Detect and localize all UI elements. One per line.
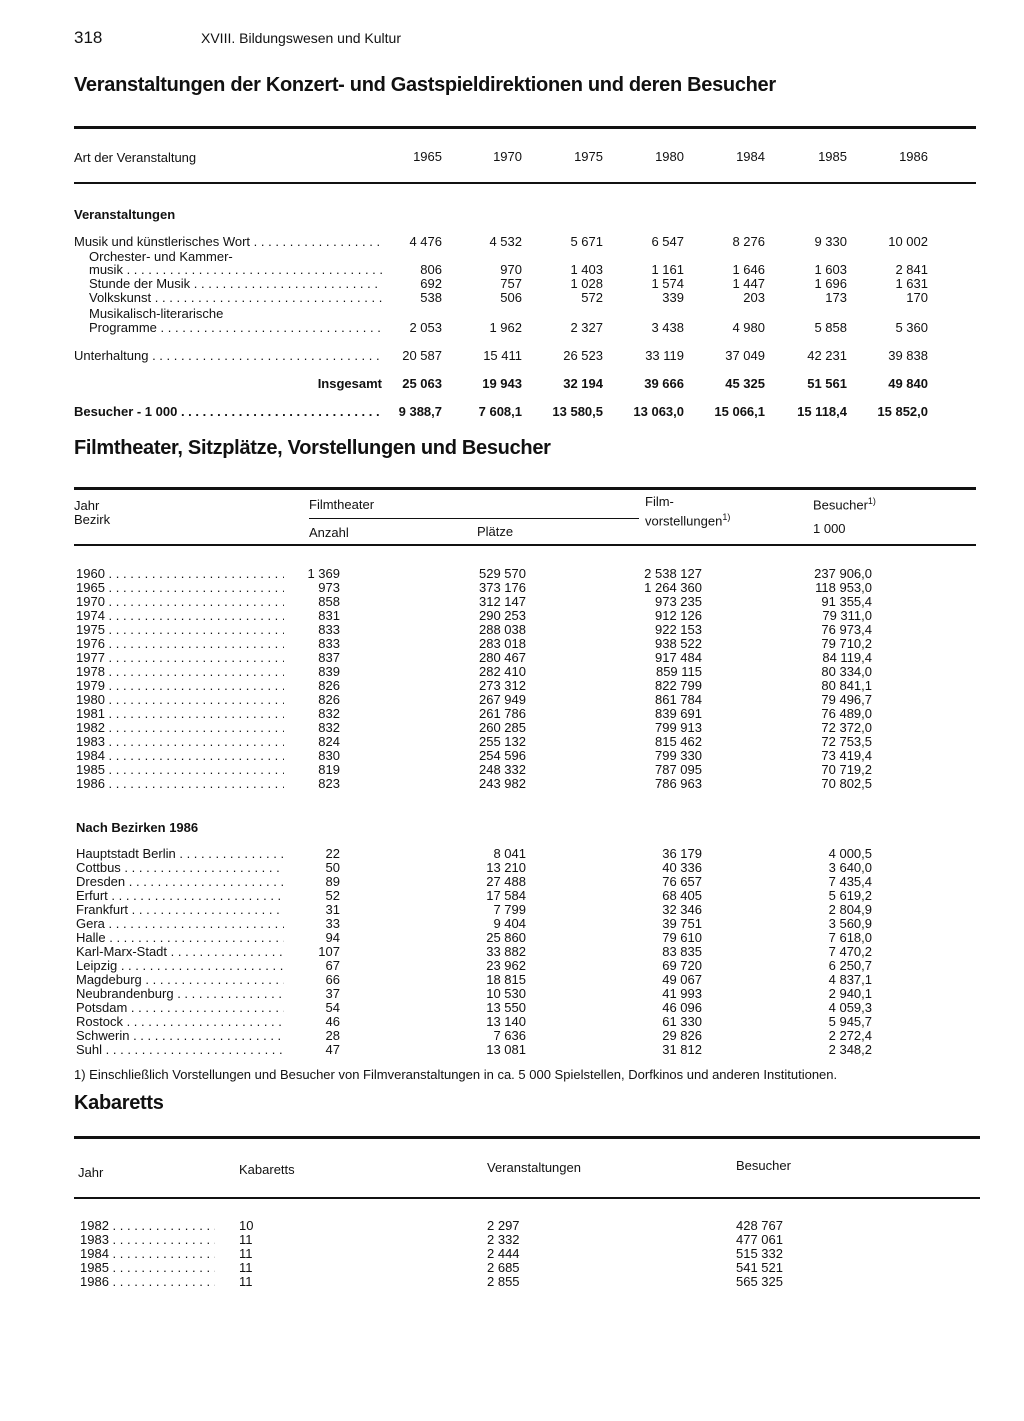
row-label: 1985 . . . <box>80 1261 215 1275</box>
table-cell: 2 444 <box>487 1246 520 1261</box>
table-cell: 11 <box>239 1232 253 1247</box>
table-cell: 15 066,1 <box>714 404 765 419</box>
table-cell: 39 666 <box>644 376 684 391</box>
table-cell: 2 841 <box>895 262 928 277</box>
table-cell: 261 786 <box>479 706 526 721</box>
table-cell: 859 115 <box>655 664 702 679</box>
table-cell: 37 049 <box>725 348 765 363</box>
table-cell: 4 000,5 <box>828 846 872 861</box>
table-cell: 10 002 <box>888 234 928 249</box>
table-cell: 40 336 <box>662 860 702 875</box>
table-cell: 13 140 <box>486 1014 526 1029</box>
row-label: Unterhaltung . . . <box>74 349 382 363</box>
row-label: 1974 . . . <box>76 609 284 623</box>
table-cell: 4 837,1 <box>828 972 872 987</box>
table-cell: 118 953,0 <box>815 580 872 595</box>
table-cell: 33 <box>325 916 340 931</box>
table-cell: 76 973,4 <box>821 622 872 637</box>
table-cell: 70 719,2 <box>821 762 872 777</box>
table3-title: Kabaretts <box>74 1092 164 1114</box>
table-cell: 826 <box>318 692 340 707</box>
table1-title: Veranstaltungen der Konzert- und Gastspieldirektionen und deren Besucher <box>74 74 776 96</box>
table-cell: 11 <box>239 1260 253 1275</box>
table-cell: 52 <box>325 888 340 903</box>
table-cell: 912 126 <box>655 608 702 623</box>
table-cell: 84 119,4 <box>822 650 872 665</box>
table2-header-jahr: Jahr <box>74 498 100 513</box>
row-label: musik . . . <box>89 263 382 277</box>
table-cell: 23 962 <box>486 958 526 973</box>
table2-footnote: 1) Einschließlich Vorstellungen und Besucher von Filmveranstaltungen in ca. 5 000 Spielstellen, Dorfkinos und anderen Institutionen. <box>74 1067 838 1082</box>
table-cell: 45 325 <box>725 376 765 391</box>
table-cell: 32 346 <box>662 902 702 917</box>
table-cell: 799 330 <box>655 748 702 763</box>
table-cell: 79 610 <box>662 930 702 945</box>
table-cell: 107 <box>318 944 340 959</box>
table-cell: 819 <box>318 762 340 777</box>
table-cell: 4 059,3 <box>828 1000 872 1015</box>
table-cell: 799 913 <box>655 720 702 735</box>
table3-header-besucher: Besucher <box>736 1158 791 1173</box>
table-cell: 3 438 <box>651 320 684 335</box>
row-label: 1965 . . . <box>76 581 284 595</box>
table2-header-besucher <box>813 494 876 512</box>
row-label: 1960 . . . <box>76 567 284 581</box>
table-cell: 5 671 <box>570 234 603 249</box>
table-cell: 72 372,0 <box>821 720 872 735</box>
table-cell: 1 161 <box>651 262 684 277</box>
table-cell: 20 587 <box>402 348 442 363</box>
row-label: Gera . . . <box>76 917 284 931</box>
year-header: 1980 <box>655 149 684 164</box>
table-cell: 3 560,9 <box>828 916 872 931</box>
table1-top-rule <box>74 126 976 129</box>
table-cell: 861 784 <box>655 692 702 707</box>
table-cell: 8 276 <box>732 234 765 249</box>
table-cell: 26 523 <box>563 348 603 363</box>
table-cell: 1 631 <box>895 276 928 291</box>
table-cell: 806 <box>420 262 442 277</box>
table-cell: 73 419,4 <box>821 748 872 763</box>
table-cell: 2 348,2 <box>828 1042 872 1057</box>
table-cell: 203 <box>743 290 765 305</box>
table-cell: 477 061 <box>736 1232 783 1247</box>
table-cell: 572 <box>581 290 603 305</box>
table-cell: 6 250,7 <box>828 958 872 973</box>
table-cell: 67 <box>325 958 340 973</box>
table2-header-plaetze: Plätze <box>477 524 514 539</box>
table2-header-anzahl: Anzahl <box>309 525 349 540</box>
table-cell: 428 767 <box>736 1218 783 1233</box>
table-cell: 339 <box>662 290 684 305</box>
row-label: Rostock . . . <box>76 1015 284 1029</box>
table-cell: 5 945,7 <box>828 1014 872 1029</box>
table-cell: 37 <box>325 986 340 1001</box>
table-cell: 2 327 <box>570 320 603 335</box>
table-cell: 973 235 <box>655 594 702 609</box>
table-cell: 973 <box>318 580 340 595</box>
table3-header-veranstaltungen: Veranstaltungen <box>487 1160 581 1175</box>
table-cell: 290 253 <box>479 608 526 623</box>
table1-section-label: Veranstaltungen <box>74 207 176 222</box>
table1-col-label: Art der Veranstaltung <box>74 150 197 165</box>
table-cell: 922 153 <box>655 622 702 637</box>
table-cell: 858 <box>318 594 340 609</box>
table-cell: 815 462 <box>655 734 702 749</box>
table-cell: 22 <box>325 846 340 861</box>
table-cell: 10 530 <box>486 986 526 1001</box>
footnote-marker: 1) <box>867 496 876 506</box>
row-label: 1986 . . . <box>76 777 284 791</box>
table-cell: 7 470,2 <box>828 944 872 959</box>
table-cell: 692 <box>420 276 442 291</box>
table-cell: 25 063 <box>402 376 442 391</box>
page-number: 318 <box>74 28 103 47</box>
table-cell: 80 334,0 <box>821 664 872 679</box>
table-cell: 373 176 <box>479 580 526 595</box>
row-label: Karl-Marx-Stadt . . . <box>76 945 284 959</box>
table-cell: 1 574 <box>651 276 684 291</box>
table-cell: 541 521 <box>736 1260 783 1275</box>
row-label: 1978 . . . <box>76 665 284 679</box>
table-cell: 2 297 <box>487 1218 520 1233</box>
table-cell: 757 <box>500 276 522 291</box>
table-cell: 46 096 <box>662 1000 702 1015</box>
row-label: 1977 . . . <box>76 651 284 665</box>
table2-header-film2 <box>645 510 730 528</box>
table-cell: 39 751 <box>662 916 702 931</box>
table-cell: 49 840 <box>888 376 928 391</box>
table-cell: 13 550 <box>486 1000 526 1015</box>
table-cell: 7 636 <box>493 1028 526 1043</box>
table-cell: 822 799 <box>655 678 702 693</box>
table-cell: 833 <box>318 636 340 651</box>
row-label: 1976 . . . <box>76 637 284 651</box>
row-label: Halle . . . <box>76 931 284 945</box>
row-label: Insgesamt <box>317 376 382 391</box>
row-label: Volkskunst . . . <box>89 291 382 305</box>
row-label: Hauptstadt Berlin . . . <box>76 847 284 861</box>
table2-header-besucher-unit: 1 000 <box>813 521 846 536</box>
table-cell: 515 332 <box>736 1246 783 1261</box>
table-cell: 9 404 <box>493 916 526 931</box>
table-cell: 11 <box>239 1274 253 1289</box>
table2-header-bezirk: Bezirk <box>74 512 111 527</box>
table-cell: 39 838 <box>888 348 928 363</box>
table-cell: 3 640,0 <box>828 860 872 875</box>
table-cell: 72 753,5 <box>821 734 872 749</box>
row-label: Stunde der Musik . . . <box>89 277 382 291</box>
table-cell: 1 962 <box>489 320 522 335</box>
table-cell: 832 <box>318 706 340 721</box>
table-cell: 282 410 <box>479 664 526 679</box>
year-header: 1985 <box>818 149 847 164</box>
table-cell: 91 355,4 <box>821 594 872 609</box>
table3-header-kabaretts: Kabaretts <box>239 1162 295 1177</box>
table-cell: 260 285 <box>479 720 526 735</box>
row-label: 1984 . . . <box>80 1247 215 1261</box>
table-cell: 1 447 <box>732 276 765 291</box>
row-label: Erfurt . . . <box>76 889 284 903</box>
table-cell: 831 <box>318 608 340 623</box>
row-label: 1986 . . . <box>80 1275 215 1289</box>
table-cell: 76 489,0 <box>821 706 872 721</box>
table-cell: 506 <box>500 290 522 305</box>
table-cell: 4 532 <box>489 234 522 249</box>
year-header: 1986 <box>899 149 928 164</box>
table-cell: 170 <box>906 290 928 305</box>
row-label: 1980 . . . <box>76 693 284 707</box>
table-cell: 833 <box>318 622 340 637</box>
table-cell: 2 940,1 <box>828 986 872 1001</box>
row-label: Cottbus . . . <box>76 861 284 875</box>
table-cell: 283 018 <box>479 636 526 651</box>
table-cell: 15 118,4 <box>797 404 847 419</box>
table-cell: 80 841,1 <box>821 678 872 693</box>
table-cell: 312 147 <box>479 594 526 609</box>
table-cell: 69 720 <box>662 958 702 973</box>
table3-top-rule <box>74 1136 980 1139</box>
table-cell: 839 691 <box>655 706 702 721</box>
row-label: 1985 . . . <box>76 763 284 777</box>
table3-header-rule <box>74 1197 980 1199</box>
row-label: Suhl . . . <box>76 1043 284 1057</box>
table-cell: 2 685 <box>487 1260 520 1275</box>
row-label: 1982 . . . <box>80 1219 215 1233</box>
table-cell: 54 <box>325 1000 340 1015</box>
table-cell: 76 657 <box>662 874 702 889</box>
table2-header-rule <box>74 544 976 546</box>
row-label: Musik und künstlerisches Wort . . . <box>74 235 382 249</box>
table-cell: 13 063,0 <box>633 404 684 419</box>
table-cell: 1 264 360 <box>644 580 702 595</box>
table2-section-label: Nach Bezirken 1986 <box>76 820 199 835</box>
row-label: Neubrandenburg . . . <box>76 987 284 1001</box>
table-cell: 79 496,7 <box>821 692 872 707</box>
table2-header-besucher-text: Besucher <box>813 497 868 513</box>
table-cell: 83 835 <box>662 944 702 959</box>
row-label: Schwerin . . . <box>76 1029 284 1043</box>
table-cell: 27 488 <box>486 874 526 889</box>
table-cell: 824 <box>318 734 340 749</box>
table-cell: 13 580,5 <box>552 404 603 419</box>
table-cell: 79 311,0 <box>822 608 872 623</box>
table-cell: 49 067 <box>662 972 702 987</box>
table-cell: 31 812 <box>662 1042 702 1057</box>
table-cell: 29 826 <box>662 1028 702 1043</box>
table-cell: 5 619,2 <box>828 888 872 903</box>
table-cell: 837 <box>318 650 340 665</box>
table-cell: 826 <box>318 678 340 693</box>
row-label: 1983 . . . <box>76 735 284 749</box>
table-cell: 2 855 <box>487 1274 520 1289</box>
row-label: Orchester- und Kammer- <box>89 249 233 264</box>
table-cell: 237 906,0 <box>814 566 872 581</box>
table-cell: 787 095 <box>655 762 702 777</box>
row-label: Potsdam . . . <box>76 1001 284 1015</box>
table-cell: 970 <box>500 262 522 277</box>
table-cell: 5 360 <box>895 320 928 335</box>
table-cell: 1 646 <box>732 262 765 277</box>
table-cell: 70 802,5 <box>821 776 872 791</box>
table-cell: 839 <box>318 664 340 679</box>
table-cell: 89 <box>325 874 340 889</box>
row-label: Dresden . . . <box>76 875 284 889</box>
table-cell: 33 882 <box>486 944 526 959</box>
table-cell: 7 618,0 <box>828 930 872 945</box>
table2-title: Filmtheater, Sitzplätze, Vorstellungen und Besucher <box>74 437 551 459</box>
table-cell: 7 435,4 <box>828 874 872 889</box>
table-cell: 7 608,1 <box>478 404 522 419</box>
table-cell: 7 799 <box>493 902 526 917</box>
table3-header-jahr: Jahr <box>78 1165 104 1180</box>
table-cell: 267 949 <box>479 692 526 707</box>
table-cell: 19 943 <box>482 376 522 391</box>
table-cell: 1 403 <box>570 262 603 277</box>
table-cell: 9 388,7 <box>398 404 442 419</box>
table-cell: 17 584 <box>486 888 526 903</box>
row-label: Magdeburg . . . <box>76 973 284 987</box>
table-cell: 243 982 <box>479 776 526 791</box>
table-cell: 36 179 <box>662 846 702 861</box>
table-cell: 8 041 <box>493 846 526 861</box>
table-cell: 1 696 <box>814 276 847 291</box>
row-label: 1979 . . . <box>76 679 284 693</box>
table-cell: 10 <box>239 1218 254 1233</box>
table-cell: 830 <box>318 748 340 763</box>
table-cell: 2 804,9 <box>828 902 872 917</box>
row-label: 1982 . . . <box>76 721 284 735</box>
table-cell: 173 <box>825 290 847 305</box>
table-cell: 46 <box>325 1014 340 1029</box>
table-cell: 823 <box>318 776 340 791</box>
table-cell: 255 132 <box>479 734 526 749</box>
row-label: 1984 . . . <box>76 749 284 763</box>
table-cell: 31 <box>325 902 340 917</box>
table-cell: 1 603 <box>814 262 847 277</box>
year-header: 1975 <box>574 149 603 164</box>
row-label: 1975 . . . <box>76 623 284 637</box>
table-cell: 2 053 <box>409 320 442 335</box>
table-cell: 248 332 <box>479 762 526 777</box>
table-cell: 9 330 <box>814 234 847 249</box>
row-label: 1970 . . . <box>76 595 284 609</box>
table-cell: 61 330 <box>662 1014 702 1029</box>
table-cell: 917 484 <box>655 650 702 665</box>
table-cell: 254 596 <box>479 748 526 763</box>
table-cell: 66 <box>325 972 340 987</box>
row-label: 1981 . . . <box>76 707 284 721</box>
table-cell: 529 570 <box>479 566 526 581</box>
year-header: 1984 <box>736 149 765 164</box>
table-cell: 786 963 <box>655 776 702 791</box>
table-cell: 13 210 <box>486 860 526 875</box>
row-label: Frankfurt . . . <box>76 903 284 917</box>
table-cell: 4 980 <box>732 320 765 335</box>
table-cell: 938 522 <box>655 636 702 651</box>
table-cell: 47 <box>325 1042 340 1057</box>
table-cell: 51 561 <box>807 376 847 391</box>
row-label: 1983 . . . <box>80 1233 215 1247</box>
table-cell: 1 369 <box>307 566 340 581</box>
row-label: Leipzig . . . <box>76 959 284 973</box>
table-cell: 565 325 <box>736 1274 783 1289</box>
row-label: Programme . . . <box>89 321 382 335</box>
table-cell: 273 312 <box>479 678 526 693</box>
table-cell: 32 194 <box>563 376 603 391</box>
row-label: Musikalisch-literarische <box>89 306 224 321</box>
table2-header-filmtheater: Filmtheater <box>309 497 375 512</box>
table-cell: 41 993 <box>662 986 702 1001</box>
table2-filmtheater-rule <box>309 518 639 519</box>
table-cell: 25 860 <box>486 930 526 945</box>
chapter-title: XVIII. Bildungswesen und Kultur <box>201 30 402 46</box>
table-cell: 288 038 <box>479 622 526 637</box>
table-cell: 832 <box>318 720 340 735</box>
table-cell: 50 <box>325 860 340 875</box>
row-label: Besucher - 1 000 . . . <box>74 405 382 419</box>
table-cell: 280 467 <box>479 650 526 665</box>
table-cell: 28 <box>325 1028 340 1043</box>
table-cell: 42 231 <box>807 348 847 363</box>
table-cell: 2 538 127 <box>644 566 702 581</box>
table-cell: 15 411 <box>483 348 522 363</box>
table-cell: 538 <box>420 290 442 305</box>
table2-header-film2-text: vorstellungen <box>645 513 723 529</box>
table2-header-film1: Film- <box>645 494 674 509</box>
table-cell: 11 <box>239 1246 253 1261</box>
table-cell: 79 710,2 <box>821 636 872 651</box>
table-cell: 68 405 <box>662 888 702 903</box>
table-cell: 33 119 <box>645 348 684 363</box>
table-cell: 13 081 <box>486 1042 526 1057</box>
table-cell: 2 272,4 <box>828 1028 872 1043</box>
table-cell: 18 815 <box>486 972 526 987</box>
table-cell: 2 332 <box>487 1232 520 1247</box>
table-cell: 4 476 <box>409 234 442 249</box>
footnote-marker: 1) <box>722 512 731 522</box>
year-header: 1970 <box>493 149 522 164</box>
year-header: 1965 <box>413 149 442 164</box>
table2-top-rule <box>74 487 976 490</box>
table-cell: 94 <box>325 930 340 945</box>
table1-header-rule <box>74 182 976 184</box>
table-cell: 15 852,0 <box>877 404 928 419</box>
table-cell: 5 858 <box>814 320 847 335</box>
table-cell: 6 547 <box>651 234 684 249</box>
table-cell: 1 028 <box>570 276 603 291</box>
